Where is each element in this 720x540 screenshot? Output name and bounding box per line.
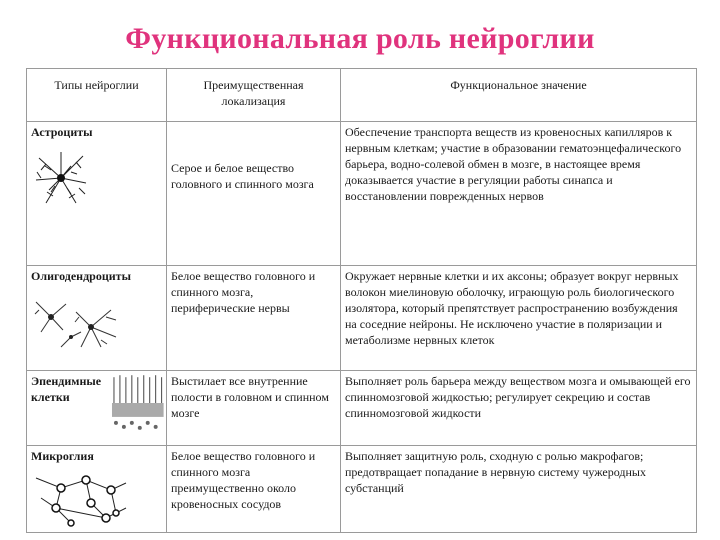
function-cell: Выполняет роль барьера между веществом мозга и омывающей его спинномозговой жидкостью; регулирует секрецию и состав спинномозговой жидкости [341,371,697,446]
oligodendrocyte-image [31,292,121,352]
localization-cell: Серое и белое вещество головного и спинного мозга [167,122,341,266]
type-cell [27,446,167,533]
type-label: Олигодендроциты [31,269,131,283]
function-cell: Окружает нервные клетки и их аксоны; образует вокруг нервных волокон миелиновую оболочку, играющую роль биологического изолятора, который препятствует распространению возбуждения на соседние нейроны. Не исключено участие в поляризации и метаболизме нервных клеток [341,266,697,371]
table-row [27,122,697,266]
header-localization: Преимущественная локализация [167,69,341,122]
header-types: Типы нейроглии [27,69,167,122]
function-cell: Выполняет защитную роль, сходную с ролью макрофагов; предотвращает попадание в нервную систему чужеродных субстанций [341,446,697,533]
localization-cell: Белое вещество головного и спинного мозга преимущественно около кровеносных сосудов [167,446,341,533]
microglia-image [31,468,131,528]
header-function: Функциональное значение [341,69,697,122]
slide-title: Функциональная роль нейроглии [125,22,595,55]
type-label: Астроциты [31,125,93,139]
astrocyte-image [31,148,91,208]
table-row [27,371,697,446]
neuroglia-table [26,68,697,533]
function-cell: Обеспечение транспорта веществ из кровеносных капилляров к нервным клеткам; участие в образовании гематоэнцефалического барьера, водно-солевой обмен в мозге, в настоящее время доказывается участие в регуляции работы синапса и восстановлении поврежденных нервов [341,122,697,266]
localization-cell: Белое вещество головного и спинного мозга, периферические нервы [167,266,341,371]
table-header-row [27,69,697,122]
type-cell [27,122,167,266]
type-label: Эпендимные клетки [31,374,102,404]
ependymal-cells-image [110,373,166,435]
localization-cell: Выстилает все внутренние полости в головном и спинном мозге [167,371,341,446]
table-row [27,266,697,371]
type-cell [27,266,167,371]
table-row [27,446,697,533]
type-label: Микроглия [31,449,94,463]
type-cell [27,371,167,446]
